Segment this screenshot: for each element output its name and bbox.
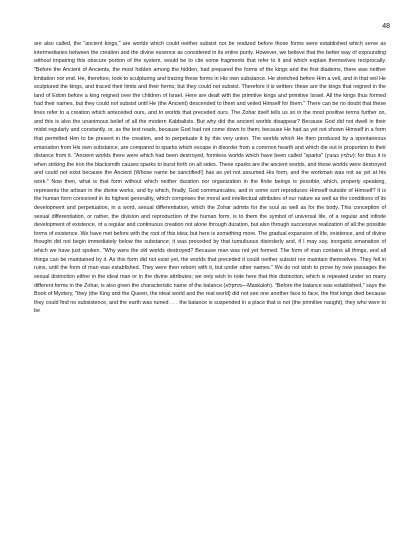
body-paragraph: are also called, the "ancient kings," are worlds which could neither subsist nor be realized before those forms were established which serve as intermediaries between the creation and the divine essence as considered in its entire purity. However, we believe that the better way of expounding without impairing this obscure portion of the system, would be to cite some fragments that refer to it and which explain themselves reciprocally. "Before the Ancient of Ancients, the most hidden among the hidden, had prepared the forms of the kings and the first diadems, there was neither limitation nor end. He, therefore, took to sculpturing and tracing these forms in His own substance. He stretched before Him a veil, and in that veil He sculptured the kings, and traced their limits and their forms; but they could not subsist. Therefore it is written: these are the kings that reigned in the land of Edom before a king reigned over the children of Israel. Here are dealt with the primitive kings and primitive Israel. All the kings thus formed had their names, but they could not subsist until He (the Ancient) descended to them and veiled Himself for them." There can be no doubt that these lines refer to a creation which anteceded ours, and to worlds that preceded ours. The Zohar itself tells us so in the most positive terms further on, and this is also the unanimous belief of all the modern Kabbalists. But why did the ancient worlds disappear? Because God did not dwell in their midst regularly and constantly, or, as the text reads, because God had not come down to them; because He had as yet not shown Himself in a form that permitted Him to be present in the creation, and to perpetuate it by this very union. The worlds which He then produced by a spontaneous emanation from His own substance, are compared to sparks which escape in disorder from a common hearth and which die out in proportion to their distance from it. "Ancient worlds there were which had been destroyed, formless worlds which have been called "sparks" (עלמין נצוצין); for thus it is when striking the iron the blacksmith causes sparks to burst forth on all sides. These sparks are the ancient worlds, and these worlds were destroyed and could not exist because the Ancient (Whose name be sanctified!) has as yet not assumed His form, and the workman was not as yet at his work." Now then, what is that form without which neither duration nor organization in the finite beings is possible, which, properly speaking, represents the artisan in the divine works, and by which, finally, God communicates, and in some sort reproduces Himself outside of Himself? It is the human form conceived in its highest generality, which comprises the moral and intellectual attributes of our nature as well as the conditions of its development and perpetuation, in a word, sexual differentiation, which the Zohar admits for the soul as well as for the body. This conception of sexual differentiation, or rather, the division and reproduction of the human form, is to them the symbol of universal life, of a regular and infinite development of existence, of a regular and continuous creation not alone through duration, but also through successive realization of all the possible forms of existence. We have met before with the root of this idea; but here is something more. The gradual expansion of life, existence, and of divine thought did not begin immediately below the substance; it was preceded by that tumultuous disorderly and, if I may say, inorganic emanation of which we have just spoken. "Why were the old worlds destroyed? Because man was not yet formed. The form of man contains all things, and all things can be maintained by it. As this form did not exist yet, the worlds that preceded it could neither subsist nor maintain themselves. They fell in ruins, until the form of man was established. They were then reborn with it, but under other names." We do not wish to prove by new passages the sexual distinction either in the ideal man or in the divine attributes; we only wish to note here that this distinction, which is repeated under so many different forms in the Zohar, is also given the characteristic name of the balance (מתקלא—Maskaloh). "Before the balance was established," says the Book of Mystery, "they (the King and the Queen, the ideal world and the real world) did not see one another face to face, the first kings died because they could find no subsistence, and the earth was ruined . . . the balance is suspended in a place that is not (the primitive naught); they who were to be xyxy=(34,41,386,315)
page-number: 48 xyxy=(382,23,390,30)
